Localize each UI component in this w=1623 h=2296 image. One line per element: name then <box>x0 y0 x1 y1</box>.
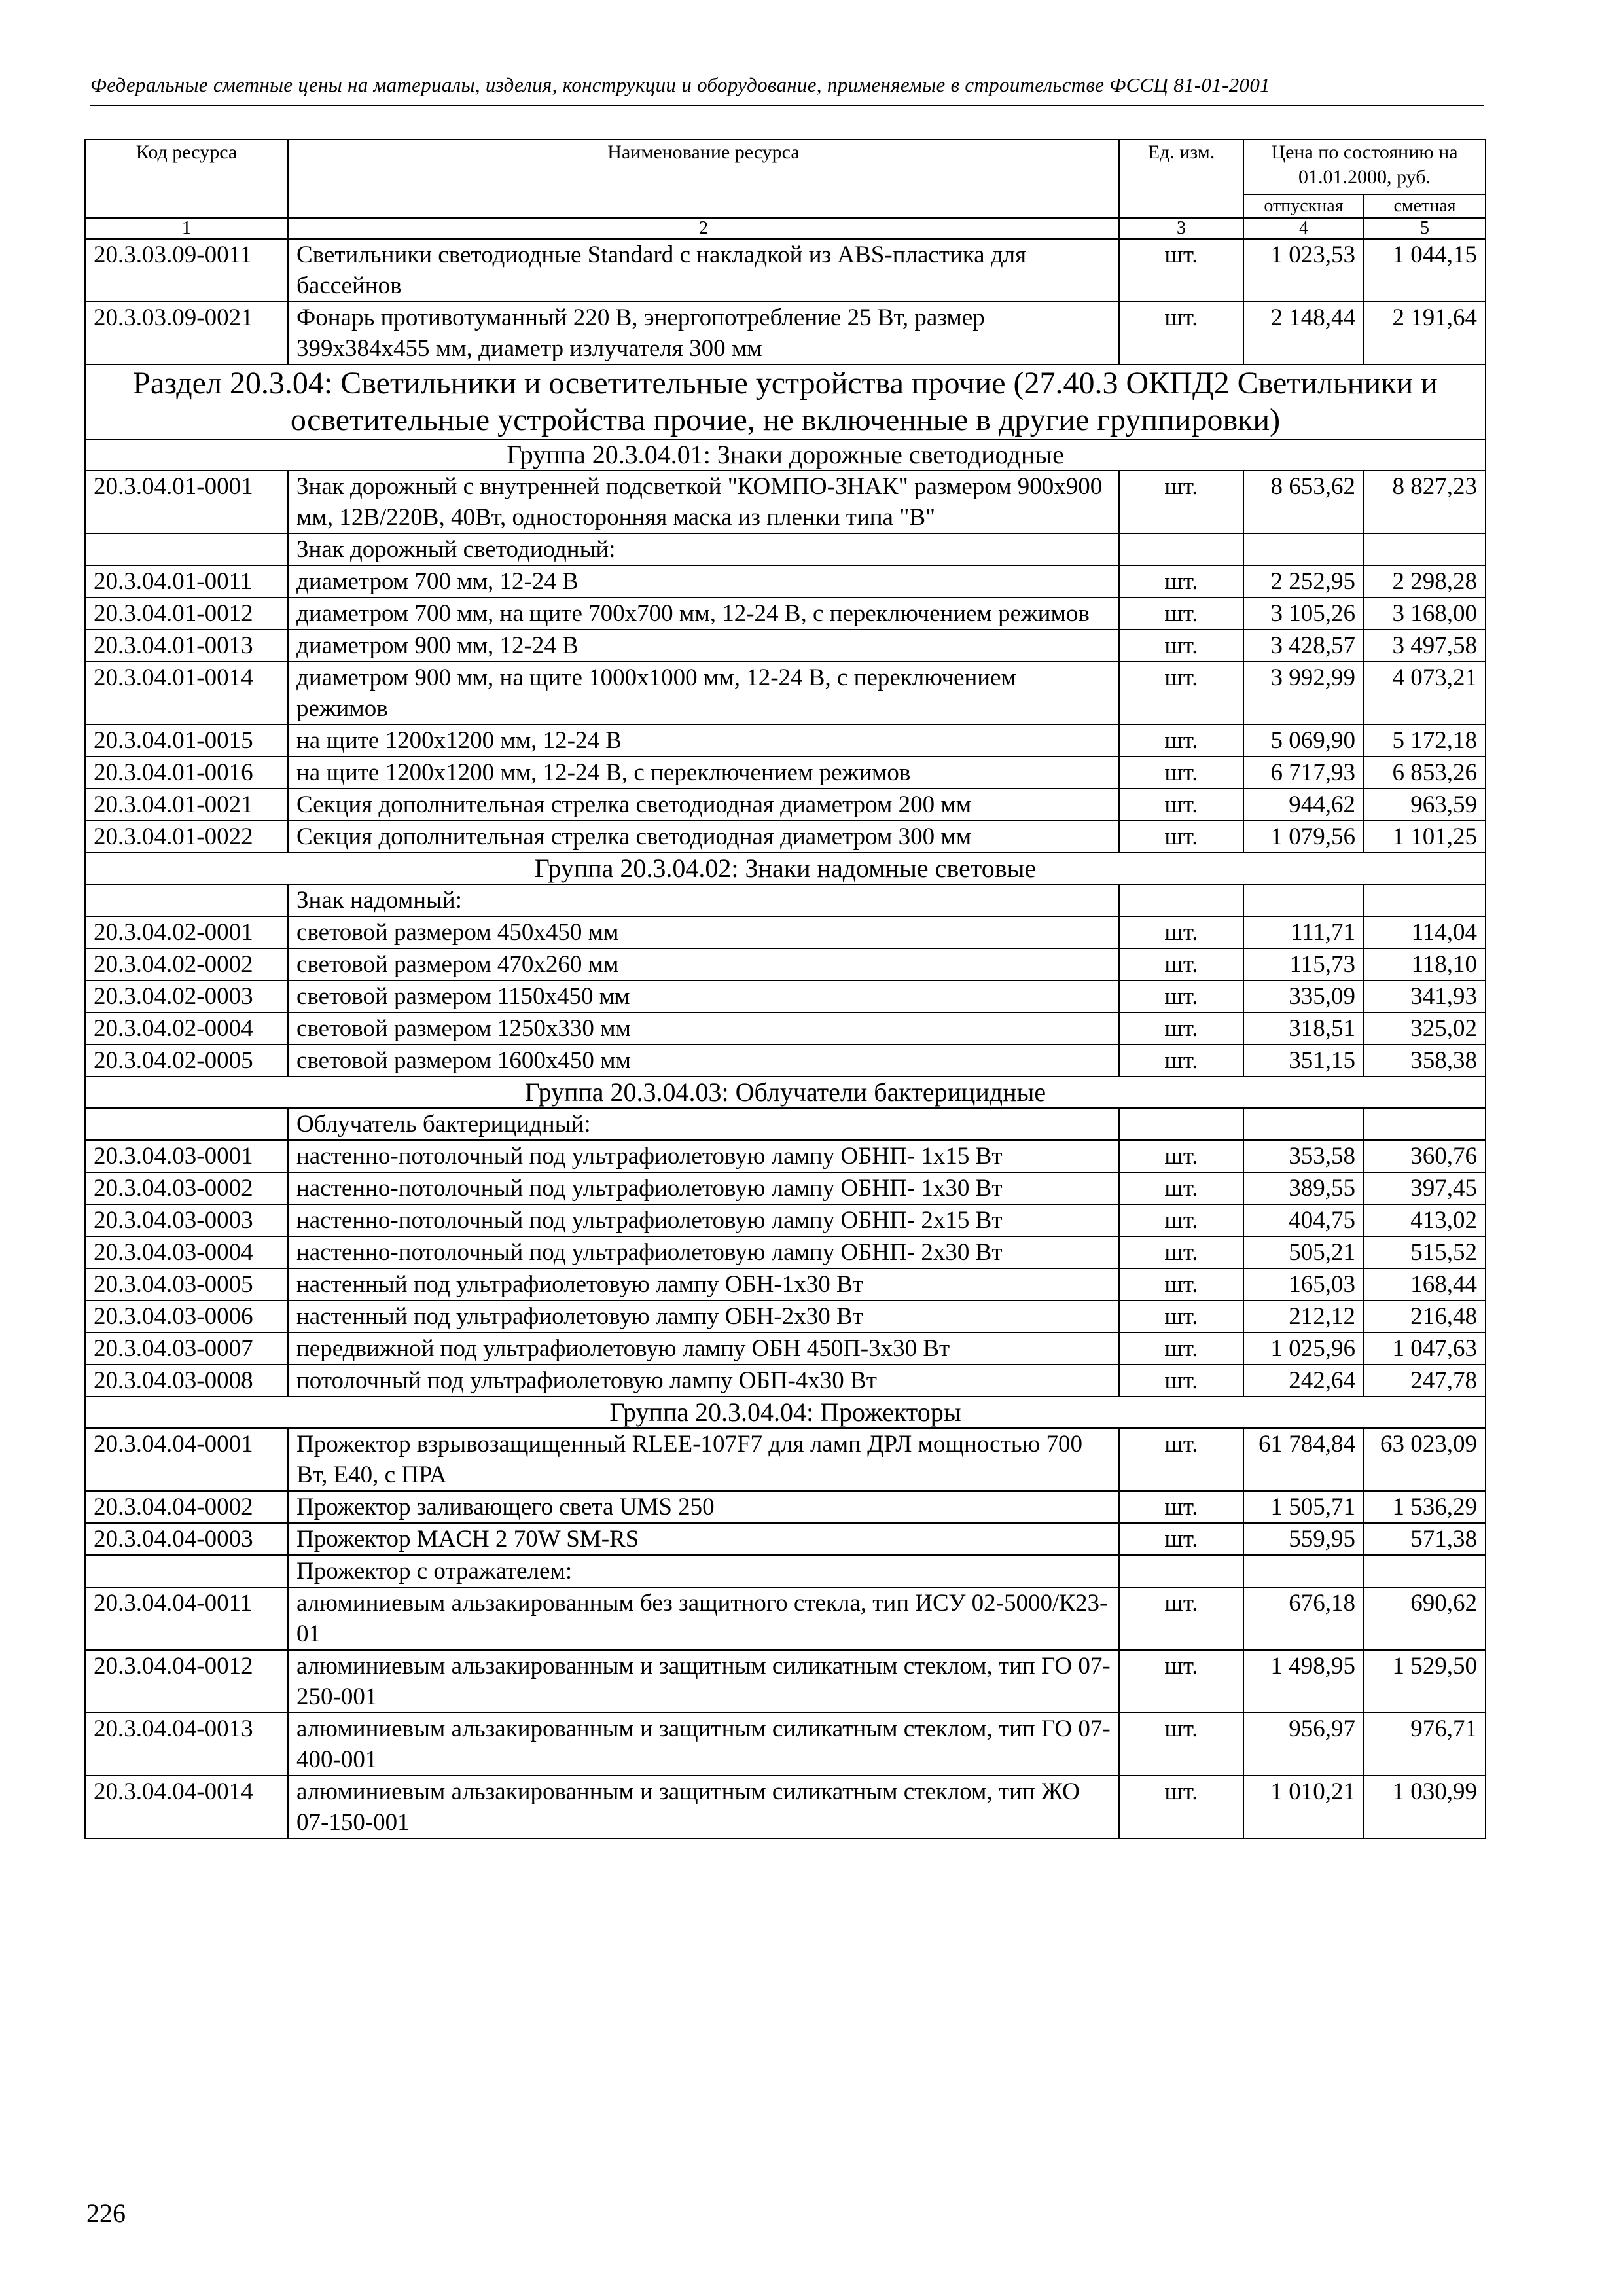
empty-cell <box>85 533 288 565</box>
estimate-price: 4 073,21 <box>1364 662 1486 725</box>
subheading: Облучатель бактерицидный: <box>288 1108 1119 1140</box>
unit-cell: шт. <box>1119 1365 1243 1397</box>
estimate-price: 6 853,26 <box>1364 757 1486 789</box>
group-title: Группа 20.3.04.04: Прожекторы <box>85 1397 1486 1428</box>
table-row <box>85 1236 1486 1268</box>
estimate-price: 341,93 <box>1364 980 1486 1013</box>
release-price: 1 079,56 <box>1243 821 1364 853</box>
empty-cell <box>1119 884 1243 916</box>
subheading: Знак дорожный светодиодный: <box>288 533 1119 565</box>
table-row <box>85 630 1486 662</box>
unit-cell: шт. <box>1119 1204 1243 1236</box>
subheading: Прожектор с отражателем: <box>288 1555 1119 1587</box>
page-number: 226 <box>86 2198 126 2228</box>
group-heading-row <box>85 853 1486 884</box>
resource-name: на щите 1200х1200 мм, 12-24 В, с переключением режимов <box>288 757 1119 789</box>
empty-cell <box>1364 533 1486 565</box>
table-row <box>85 1333 1486 1365</box>
unit-cell: шт. <box>1119 630 1243 662</box>
release-price: 5 069,90 <box>1243 725 1364 757</box>
unit-cell: шт. <box>1119 1172 1243 1204</box>
subheading-row <box>85 533 1486 565</box>
table-row <box>85 1523 1486 1555</box>
table-row <box>85 1650 1486 1713</box>
estimate-price: 515,52 <box>1364 1236 1486 1268</box>
resource-name: алюминиевым альзакированным без защитного стекла, тип ИСУ 02-5000/К23-01 <box>288 1587 1119 1650</box>
table-row <box>85 302 1486 365</box>
table-row <box>85 821 1486 853</box>
release-price: 6 717,93 <box>1243 757 1364 789</box>
subheading-row <box>85 1108 1486 1140</box>
resource-code: 20.3.04.03-0005 <box>85 1268 288 1300</box>
resource-code: 20.3.04.04-0003 <box>85 1523 288 1555</box>
unit-cell: шт. <box>1119 1650 1243 1713</box>
empty-cell <box>1119 1108 1243 1140</box>
column-number: 4 <box>1243 218 1364 239</box>
release-price: 1 498,95 <box>1243 1650 1364 1713</box>
estimate-price: 358,38 <box>1364 1045 1486 1077</box>
running-header: Федеральные сметные цены на материалы, изделия, конструкции и оборудование, применяемые в строительстве ФССЦ 81-01-2001 <box>90 73 1270 96</box>
table-row <box>85 1045 1486 1077</box>
estimate-price: 63 023,09 <box>1364 1428 1486 1491</box>
release-price: 8 653,62 <box>1243 471 1364 533</box>
table-row <box>85 1428 1486 1491</box>
subheading: Знак надомный: <box>288 884 1119 916</box>
resource-name: алюминиевым альзакированным и защитным силикатным стеклом, тип ГО 07-400-001 <box>288 1713 1119 1776</box>
resource-name: Фонарь противотуманный 220 В, энергопотребление 25 Вт, размер 399х384х455 мм, диаметр излучателя 300 мм <box>288 302 1119 365</box>
release-price: 212,12 <box>1243 1300 1364 1333</box>
resource-name: световой размером 470х260 мм <box>288 948 1119 980</box>
release-price: 2 148,44 <box>1243 302 1364 365</box>
unit-cell: шт. <box>1119 916 1243 948</box>
resource-name: потолочный под ультрафиолетовую лампу ОБП-4х30 Вт <box>288 1365 1119 1397</box>
resource-code: 20.3.04.03-0003 <box>85 1204 288 1236</box>
unit-cell: шт. <box>1119 1300 1243 1333</box>
resource-name: алюминиевым альзакированным и защитным силикатным стеклом, тип ЖО 07-150-001 <box>288 1776 1119 1839</box>
header-rule <box>90 105 1484 106</box>
unit-cell: шт. <box>1119 1587 1243 1650</box>
table-row <box>85 1491 1486 1523</box>
resource-code: 20.3.04.01-0011 <box>85 565 288 598</box>
resource-name: настенно-потолочный под ультрафиолетовую лампу ОБНП- 1х15 Вт <box>288 1140 1119 1172</box>
resource-code: 20.3.04.04-0002 <box>85 1491 288 1523</box>
release-price: 61 784,84 <box>1243 1428 1364 1491</box>
unit-cell: шт. <box>1119 1013 1243 1045</box>
table-row <box>85 1140 1486 1172</box>
unit-cell: шт. <box>1119 1713 1243 1776</box>
unit-cell: шт. <box>1119 1268 1243 1300</box>
resource-code: 20.3.04.01-0014 <box>85 662 288 725</box>
resource-code: 20.3.03.09-0011 <box>85 239 288 302</box>
unit-cell: шт. <box>1119 725 1243 757</box>
unit-cell: шт. <box>1119 821 1243 853</box>
estimate-price: 1 030,99 <box>1364 1776 1486 1839</box>
unit-cell: шт. <box>1119 662 1243 725</box>
release-price: 165,03 <box>1243 1268 1364 1300</box>
resource-name: на щите 1200х1200 мм, 12-24 В <box>288 725 1119 757</box>
empty-cell <box>85 1108 288 1140</box>
resource-code: 20.3.04.03-0002 <box>85 1172 288 1204</box>
estimate-price: 8 827,23 <box>1364 471 1486 533</box>
resource-name: световой размером 450х450 мм <box>288 916 1119 948</box>
release-price: 944,62 <box>1243 789 1364 821</box>
release-price: 3 428,57 <box>1243 630 1364 662</box>
col-header-estimate: сметная <box>1364 194 1486 218</box>
estimate-price: 963,59 <box>1364 789 1486 821</box>
resource-name: диаметром 900 мм, на щите 1000х1000 мм, 12-24 В, с переключением режимов <box>288 662 1119 725</box>
resource-name: алюминиевым альзакированным и защитным силикатным стеклом, тип ГО 07-250-001 <box>288 1650 1119 1713</box>
unit-cell: шт. <box>1119 1428 1243 1491</box>
unit-cell: шт. <box>1119 1491 1243 1523</box>
resource-name: Секция дополнительная стрелка светодиодная диаметром 200 мм <box>288 789 1119 821</box>
table-row <box>85 1204 1486 1236</box>
release-price: 1 505,71 <box>1243 1491 1364 1523</box>
table-row <box>85 1013 1486 1045</box>
section-heading-row <box>85 365 1486 439</box>
estimate-price: 325,02 <box>1364 1013 1486 1045</box>
table-row <box>85 1587 1486 1650</box>
release-price: 389,55 <box>1243 1172 1364 1204</box>
table-row <box>85 1300 1486 1333</box>
estimate-price: 118,10 <box>1364 948 1486 980</box>
estimate-price: 5 172,18 <box>1364 725 1486 757</box>
empty-cell <box>1243 1108 1364 1140</box>
resource-code: 20.3.04.02-0001 <box>85 916 288 948</box>
table-body <box>85 239 1486 1839</box>
empty-cell <box>1364 1108 1486 1140</box>
release-price: 1 023,53 <box>1243 239 1364 302</box>
group-heading-row <box>85 1077 1486 1108</box>
resource-code: 20.3.04.04-0011 <box>85 1587 288 1650</box>
table-row <box>85 725 1486 757</box>
release-price: 676,18 <box>1243 1587 1364 1650</box>
resource-code: 20.3.04.02-0004 <box>85 1013 288 1045</box>
unit-cell: шт. <box>1119 789 1243 821</box>
empty-cell <box>1364 884 1486 916</box>
estimate-price: 3 497,58 <box>1364 630 1486 662</box>
release-price: 353,58 <box>1243 1140 1364 1172</box>
estimate-price: 247,78 <box>1364 1365 1486 1397</box>
resource-code: 20.3.04.03-0007 <box>85 1333 288 1365</box>
estimate-price: 168,44 <box>1364 1268 1486 1300</box>
resource-name: передвижной под ультрафиолетовую лампу ОБН 450П-3х30 Вт <box>288 1333 1119 1365</box>
resource-name: световой размером 1150х450 мм <box>288 980 1119 1013</box>
unit-cell: шт. <box>1119 239 1243 302</box>
subheading-row <box>85 884 1486 916</box>
price-table <box>84 139 1486 1839</box>
estimate-price: 360,76 <box>1364 1140 1486 1172</box>
empty-cell <box>1119 533 1243 565</box>
empty-cell <box>1119 1555 1243 1587</box>
estimate-price: 1 529,50 <box>1364 1650 1486 1713</box>
table-row <box>85 1268 1486 1300</box>
resource-name: диаметром 700 мм, 12-24 В <box>288 565 1119 598</box>
resource-code: 20.3.04.04-0001 <box>85 1428 288 1491</box>
resource-name: диаметром 700 мм, на щите 700х700 мм, 12-24 В, с переключением режимов <box>288 598 1119 630</box>
unit-cell: шт. <box>1119 948 1243 980</box>
release-price: 242,64 <box>1243 1365 1364 1397</box>
table-row <box>85 239 1486 302</box>
resource-code: 20.3.04.03-0008 <box>85 1365 288 1397</box>
estimate-price: 114,04 <box>1364 916 1486 948</box>
resource-name: Прожектор заливающего света UMS 250 <box>288 1491 1119 1523</box>
estimate-price: 976,71 <box>1364 1713 1486 1776</box>
table-row <box>85 980 1486 1013</box>
release-price: 559,95 <box>1243 1523 1364 1555</box>
resource-code: 20.3.04.01-0021 <box>85 789 288 821</box>
unit-cell: шт. <box>1119 1140 1243 1172</box>
resource-name: диаметром 900 мм, 12-24 В <box>288 630 1119 662</box>
resource-code: 20.3.04.01-0012 <box>85 598 288 630</box>
table-row <box>85 948 1486 980</box>
col-header-unit: Ед. изм. <box>1119 139 1243 218</box>
table-row <box>85 471 1486 533</box>
estimate-price: 1 536,29 <box>1364 1491 1486 1523</box>
resource-code: 20.3.04.04-0014 <box>85 1776 288 1839</box>
resource-name: Светильники светодиодные Standard с накладкой из ABS-пластика для бассейнов <box>288 239 1119 302</box>
empty-cell <box>1243 1555 1364 1587</box>
resource-code: 20.3.04.03-0006 <box>85 1300 288 1333</box>
resource-name: Секция дополнительная стрелка светодиодная диаметром 300 мм <box>288 821 1119 853</box>
resource-code: 20.3.04.01-0016 <box>85 757 288 789</box>
col-header-release: отпускная <box>1243 194 1364 218</box>
column-number: 5 <box>1364 218 1486 239</box>
estimate-price: 571,38 <box>1364 1523 1486 1555</box>
estimate-price: 1 047,63 <box>1364 1333 1486 1365</box>
subheading-row <box>85 1555 1486 1587</box>
resource-code: 20.3.04.01-0001 <box>85 471 288 533</box>
group-heading-row <box>85 439 1486 471</box>
empty-cell <box>1364 1555 1486 1587</box>
column-number: 3 <box>1119 218 1243 239</box>
release-price: 404,75 <box>1243 1204 1364 1236</box>
resource-name: настенно-потолочный под ультрафиолетовую лампу ОБНП- 2х15 Вт <box>288 1204 1119 1236</box>
estimate-price: 3 168,00 <box>1364 598 1486 630</box>
resource-name: Знак дорожный с внутренней подсветкой "КОМПО-ЗНАК" размером 900х900 мм, 12В/220В, 40Вт, односторонняя маска из пленки типа "В" <box>288 471 1119 533</box>
empty-cell <box>85 884 288 916</box>
col-header-code: Код ресурса <box>85 139 288 218</box>
col-header-name: Наименование ресурса <box>288 139 1119 218</box>
release-price: 115,73 <box>1243 948 1364 980</box>
resource-name: настенный под ультрафиолетовую лампу ОБН-1х30 Вт <box>288 1268 1119 1300</box>
table-row <box>85 662 1486 725</box>
unit-cell: шт. <box>1119 1333 1243 1365</box>
section-title: Раздел 20.3.04: Светильники и осветительные устройства прочие (27.40.3 ОКПД2 Светильники и осветительные устройства прочие, не включенные в другие группировки) <box>85 365 1486 439</box>
resource-name: Прожектор взрывозащищенный RLEE-107F7 для ламп ДРЛ мощностью 700 Вт, Е40, с ПРА <box>288 1428 1119 1491</box>
empty-cell <box>1243 884 1364 916</box>
table-row <box>85 598 1486 630</box>
estimate-price: 2 191,64 <box>1364 302 1486 365</box>
resource-code: 20.3.04.04-0013 <box>85 1713 288 1776</box>
group-title: Группа 20.3.04.03: Облучатели бактерицидные <box>85 1077 1486 1108</box>
column-number: 2 <box>288 218 1119 239</box>
col-header-price: Цена по состоянию на 01.01.2000, руб. <box>1243 139 1486 194</box>
table-row <box>85 1365 1486 1397</box>
table-row <box>85 565 1486 598</box>
table-row <box>85 789 1486 821</box>
release-price: 1 010,21 <box>1243 1776 1364 1839</box>
resource-code: 20.3.04.02-0002 <box>85 948 288 980</box>
table-row <box>85 757 1486 789</box>
resource-name: световой размером 1250х330 мм <box>288 1013 1119 1045</box>
resource-code: 20.3.04.01-0013 <box>85 630 288 662</box>
resource-code: 20.3.04.01-0022 <box>85 821 288 853</box>
unit-cell: шт. <box>1119 1236 1243 1268</box>
group-title: Группа 20.3.04.02: Знаки надомные световые <box>85 853 1486 884</box>
unit-cell: шт. <box>1119 302 1243 365</box>
release-price: 3 992,99 <box>1243 662 1364 725</box>
table-row <box>85 1172 1486 1204</box>
release-price: 2 252,95 <box>1243 565 1364 598</box>
empty-cell <box>85 1555 288 1587</box>
release-price: 351,15 <box>1243 1045 1364 1077</box>
release-price: 318,51 <box>1243 1013 1364 1045</box>
resource-code: 20.3.04.02-0005 <box>85 1045 288 1077</box>
unit-cell: шт. <box>1119 757 1243 789</box>
estimate-price: 413,02 <box>1364 1204 1486 1236</box>
resource-code: 20.3.04.02-0003 <box>85 980 288 1013</box>
unit-cell: шт. <box>1119 598 1243 630</box>
empty-cell <box>1243 533 1364 565</box>
release-price: 335,09 <box>1243 980 1364 1013</box>
estimate-price: 1 044,15 <box>1364 239 1486 302</box>
release-price: 3 105,26 <box>1243 598 1364 630</box>
resource-code: 20.3.04.03-0004 <box>85 1236 288 1268</box>
resource-name: настенно-потолочный под ультрафиолетовую лампу ОБНП- 1х30 Вт <box>288 1172 1119 1204</box>
table-row <box>85 916 1486 948</box>
column-numbers-row <box>85 218 1486 239</box>
estimate-price: 1 101,25 <box>1364 821 1486 853</box>
group-heading-row <box>85 1397 1486 1428</box>
release-price: 956,97 <box>1243 1713 1364 1776</box>
estimate-price: 2 298,28 <box>1364 565 1486 598</box>
column-number: 1 <box>85 218 288 239</box>
release-price: 111,71 <box>1243 916 1364 948</box>
resource-name: Прожектор MACH 2 70W SM-RS <box>288 1523 1119 1555</box>
unit-cell: шт. <box>1119 980 1243 1013</box>
estimate-price: 216,48 <box>1364 1300 1486 1333</box>
resource-name: световой размером 1600х450 мм <box>288 1045 1119 1077</box>
resource-code: 20.3.03.09-0021 <box>85 302 288 365</box>
table-row <box>85 1713 1486 1776</box>
estimate-price: 690,62 <box>1364 1587 1486 1650</box>
resource-code: 20.3.04.03-0001 <box>85 1140 288 1172</box>
unit-cell: шт. <box>1119 1523 1243 1555</box>
resource-name: настенный под ультрафиолетовую лампу ОБН-2х30 Вт <box>288 1300 1119 1333</box>
release-price: 505,21 <box>1243 1236 1364 1268</box>
group-title: Группа 20.3.04.01: Знаки дорожные светодиодные <box>85 439 1486 471</box>
resource-name: настенно-потолочный под ультрафиолетовую лампу ОБНП- 2х30 Вт <box>288 1236 1119 1268</box>
resource-code: 20.3.04.01-0015 <box>85 725 288 757</box>
unit-cell: шт. <box>1119 565 1243 598</box>
unit-cell: шт. <box>1119 1776 1243 1839</box>
release-price: 1 025,96 <box>1243 1333 1364 1365</box>
unit-cell: шт. <box>1119 1045 1243 1077</box>
estimate-price: 397,45 <box>1364 1172 1486 1204</box>
unit-cell: шт. <box>1119 471 1243 533</box>
table-row <box>85 1776 1486 1839</box>
resource-code: 20.3.04.04-0012 <box>85 1650 288 1713</box>
